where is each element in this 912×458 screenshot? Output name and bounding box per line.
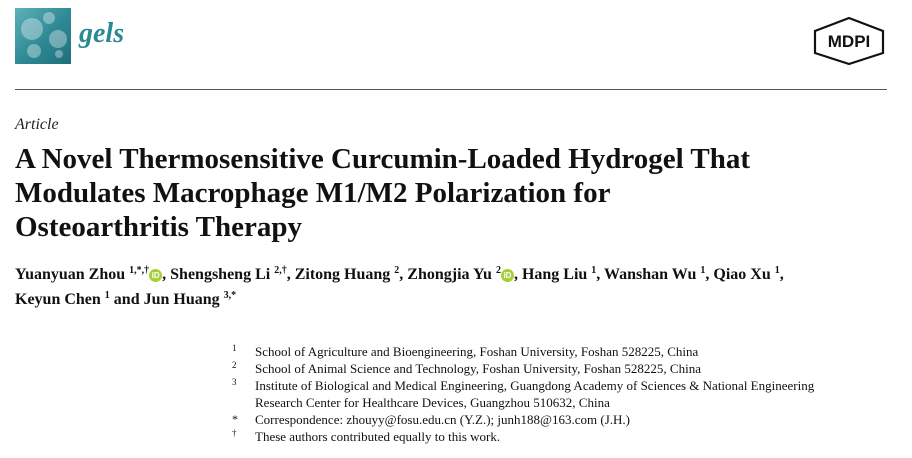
title-line: A Novel Thermosensitive Curcumin-Loaded Hydrogel That (15, 143, 750, 175)
affiliations (232, 343, 892, 445)
affiliation-text: Research Center for Healthcare Devices, Guangzhou 510632, China (255, 395, 610, 410)
affiliation-mark: 1 (232, 343, 237, 353)
author-affil-sup: 1 (700, 265, 706, 276)
author-name: Shengsheng Li (170, 266, 271, 283)
affiliation-text: School of Agriculture and Bioengineering, Foshan University, Foshan 528225, China (255, 344, 699, 359)
affiliation-mark: 2 (232, 360, 237, 370)
author-affil-sup: 3,* (223, 290, 237, 301)
header-divider (15, 89, 887, 90)
journal-logo (15, 8, 71, 64)
affiliation-text: Institute of Biological and Medical Engineering, Guangdong Academy of Sciences & National Engineering (255, 378, 815, 393)
affiliation-item (232, 377, 892, 394)
author-name: Hang Liu (521, 266, 588, 283)
affiliation-item-continued (232, 394, 892, 411)
title-line: Osteoarthritis Therapy (15, 211, 303, 243)
article-type: Article (15, 116, 59, 133)
journal-name: gels (79, 18, 125, 49)
orcid-icon[interactable]: iD (501, 269, 514, 282)
author-affil-sup: 2 (495, 265, 501, 276)
affiliation-text: These authors contributed equally to this work. (255, 429, 501, 444)
affiliation-item (232, 360, 892, 377)
affiliation-text: Correspondence: zhouyy@fosu.edu.cn (Y.Z.); junh188@163.com (J.H.) (255, 412, 630, 427)
author-affil-sup: 2,† (274, 265, 287, 276)
affiliation-item (232, 343, 892, 360)
author-name: Jun Huang (143, 291, 220, 308)
author-list: Yuanyuan Zhou $^{1,*,\dagger}$ iD , Shengsheng Li $^{2,\dagger}$, Zitong Huang $^2$, Zhongjia Yu $^2$ iD , Hang Liu $^1$, Wanshan Wu $^1$, Qiao Xu $^1$, Keyun Chen $^1$ and Jun Huang $^{3,*}$ (15, 265, 784, 308)
affiliation-mark: † (232, 428, 237, 438)
affiliation-mark: * (232, 412, 238, 426)
article-title (15, 142, 885, 244)
correspondence-note (232, 411, 892, 428)
author-affil-sup: 1 (591, 265, 597, 276)
publisher-logo (811, 16, 887, 66)
author-name: Wanshan Wu (604, 266, 697, 283)
author-affil-sup: 2 (394, 265, 400, 276)
author-name: Yuanyuan Zhou (15, 266, 126, 283)
author-affil-sup: 1 (104, 290, 110, 301)
author-joiner: and (113, 291, 140, 308)
author-name: Zitong Huang (294, 266, 391, 283)
author-name: Keyun Chen (15, 291, 101, 308)
orcid-icon[interactable]: iD (149, 269, 162, 282)
author-name: Zhongjia Yu (407, 266, 492, 283)
author-affil-sup: 1,*,† (129, 265, 150, 276)
publisher-name: MDPI (827, 32, 871, 51)
affiliation-mark: 3 (232, 377, 237, 387)
title-line: Modulates Macrophage M1/M2 Polarization for (15, 177, 611, 209)
equal-contribution-note (232, 428, 892, 445)
author-affil-sup: 1 (774, 265, 780, 276)
author-name: Qiao Xu (713, 266, 771, 283)
affiliation-text: School of Animal Science and Technology, Foshan University, Foshan 528225, China (255, 361, 701, 376)
